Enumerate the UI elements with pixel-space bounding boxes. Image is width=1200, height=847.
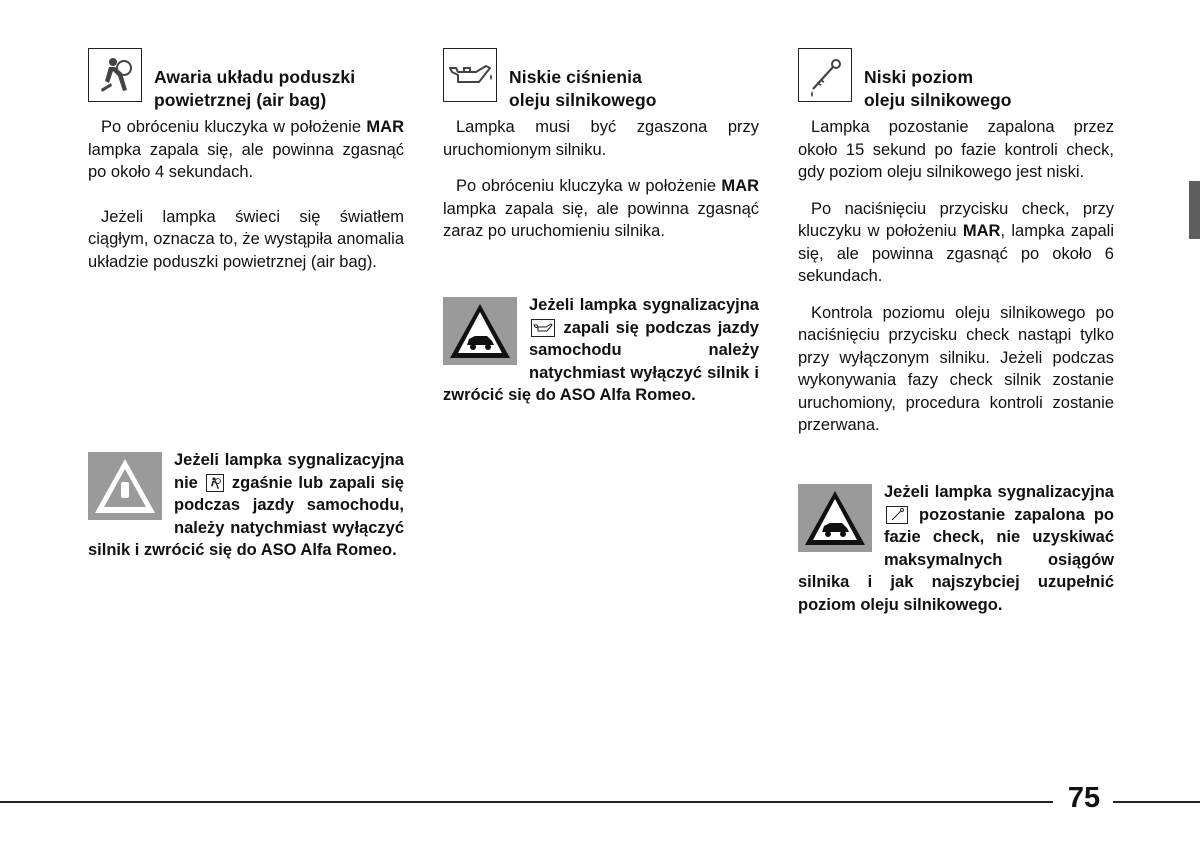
oil-dipstick-icon bbox=[798, 48, 852, 102]
paragraph: Lampka pozostanie zapalona przez około 15 sekund po fazie kontroli check, gdy poziom oleju silnikowego jest niski. bbox=[798, 118, 1114, 181]
oil-dipstick-inline-icon bbox=[886, 506, 908, 524]
warning-text: Jeżeli lampka sygnalizacyjna pozostanie zapalona po fazie check, nie uzyskiwać maksymalnych osiągów silnika i jak najszybciej uzupełnić poziom oleju silnikowego. bbox=[798, 483, 1114, 614]
paragraph: Po naciśnięciu przycisku check, przy kluczyku w położeniu MAR, lampka zapali się, ale powinna zgasnąć po około 6 sekundach. bbox=[798, 199, 1115, 285]
title-line: oleju silnikowego bbox=[864, 90, 1012, 110]
paragraph: Po obróceniu kluczyka w położenie MAR lampka zapala się, ale powinna zgasnąć po około 4 sekundach. bbox=[88, 118, 404, 181]
title-line: oleju silnikowego bbox=[509, 90, 657, 110]
paragraph: Jeżeli lampka świeci się światłem ciągłym, oznacza to, że wystąpiła anomalia układzie poduszki powietrznej (air bag). bbox=[88, 207, 404, 271]
mar-keyword: MAR bbox=[721, 177, 759, 195]
title-line: Awaria układu poduszki bbox=[154, 67, 356, 87]
section-title bbox=[864, 66, 1012, 112]
title-line: Niskie ciśnienia bbox=[509, 67, 642, 87]
section-title bbox=[509, 66, 657, 112]
section-header bbox=[798, 48, 1114, 112]
paragraph: Kontrola poziomu oleju silnikowego po naciśnięciu przycisku check nastąpi tylko przy wyłączonym silniku. Jeżeli podczas wykonywania fazy check silnik zostanie uruchomiony, procedura kontroli zostanie przerwana. bbox=[798, 303, 1114, 434]
section-oil-level bbox=[798, 48, 1114, 451]
page-number: 75 bbox=[1067, 782, 1101, 814]
car-warning-triangle-icon bbox=[443, 297, 517, 365]
mar-keyword: MAR bbox=[962, 222, 1001, 240]
section-tab-marker bbox=[1189, 181, 1200, 239]
oil-can-icon bbox=[443, 48, 497, 102]
warning-text: Jeżeli lampka sygnalizacyjna nie zgaśnie lub zapali się podczas jazdy samochodu, należy natychmiast wyłączyć silnik i zwrócić się do ASO Alfa Romeo. bbox=[88, 451, 404, 559]
footer-rule bbox=[0, 801, 1053, 803]
oil-can-inline-icon bbox=[531, 319, 555, 337]
warning-text: Jeżeli lampka sygnalizacyjna zapali się podczas jazdy samochodu należy natychmiast wyłączyć silnik i zwrócić się do ASO Alfa Romeo. bbox=[443, 296, 759, 404]
warning-box-airbag bbox=[88, 449, 404, 562]
paragraph: Po obróceniu kluczyka w położenie MAR lampka zapala się, ale powinna zgasnąć zaraz po uruchomieniu silnika. bbox=[443, 177, 759, 240]
title-line: powietrznej (air bag) bbox=[154, 90, 327, 110]
car-warning-triangle-icon bbox=[798, 484, 872, 552]
footer-rule bbox=[1113, 801, 1200, 803]
section-oil-pressure bbox=[443, 48, 759, 257]
exclamation-triangle-icon bbox=[88, 452, 162, 520]
warning-box-oil-pressure bbox=[443, 294, 759, 407]
airbag-inline-icon bbox=[206, 474, 224, 492]
warning-box-oil-level bbox=[798, 481, 1114, 616]
section-header bbox=[88, 48, 404, 112]
mar-keyword: MAR bbox=[366, 118, 404, 136]
section-header bbox=[443, 48, 759, 112]
paragraph: Lampka musi być zgaszona przy uruchomionym silniku. bbox=[443, 118, 759, 159]
airbag-warning-icon bbox=[88, 48, 142, 102]
section-title bbox=[154, 66, 355, 112]
title-line: Niski poziom bbox=[864, 67, 974, 87]
section-airbag bbox=[88, 48, 404, 287]
